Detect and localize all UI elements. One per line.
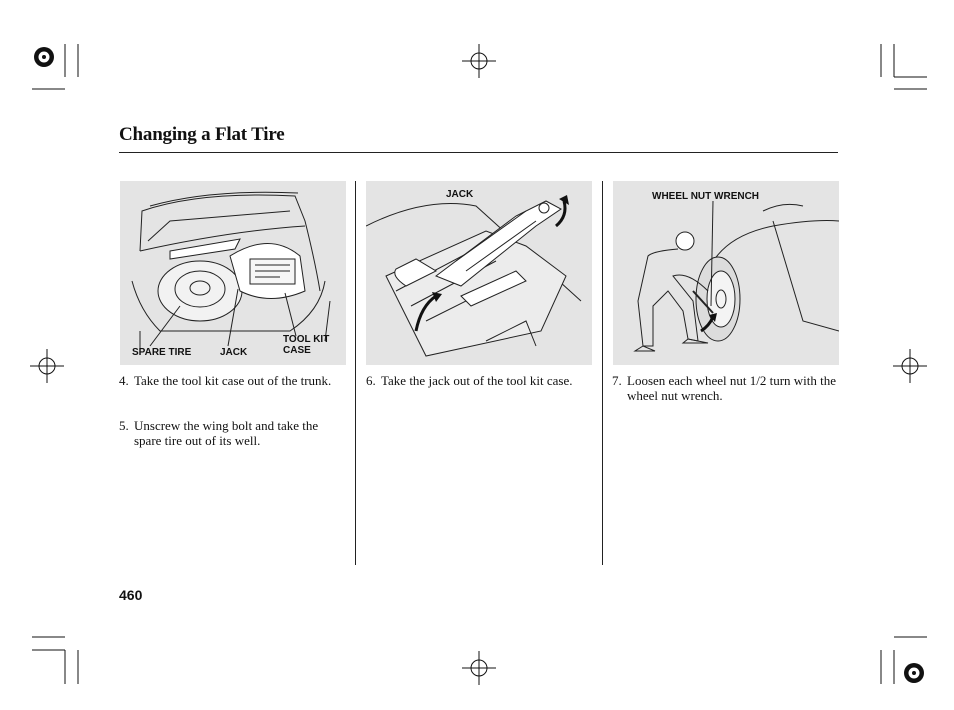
step-4: 4. Take the tool kit case out of the trunk. [119,373,332,388]
label-wheel-nut-wrench: WHEEL NUT WRENCH [652,191,760,202]
step-7: 7. Loosen each wheel nut 1/2 turn with the wheel nut wrench. [612,373,837,403]
label-jack-2: JACK [446,189,474,200]
column-divider-1 [355,181,356,565]
step-5: 5. Unscrew the wing bolt and take the spare tire out of its well. [119,418,319,448]
column-divider-2 [602,181,603,565]
page-title: Changing a Flat Tire [119,124,285,145]
wrench-illustration [613,181,839,365]
title-rule [119,152,838,153]
figure-trunk [120,181,346,365]
label-spare-tire: SPARE TIRE [132,347,192,358]
jack-illustration [366,181,592,365]
figure-jack [366,181,592,365]
label-tool-kit-line2: CASE [283,345,311,356]
figure-wrench [613,181,839,365]
label-tool-kit-line1: TOOL KIT [283,334,330,345]
label-jack: JACK [220,347,248,358]
step-6: 6. Take the jack out of the tool kit case. [366,373,573,388]
registration-target-bottom-right [904,663,924,683]
registration-target-top-left [34,47,54,67]
page-number: 460 [119,587,143,603]
